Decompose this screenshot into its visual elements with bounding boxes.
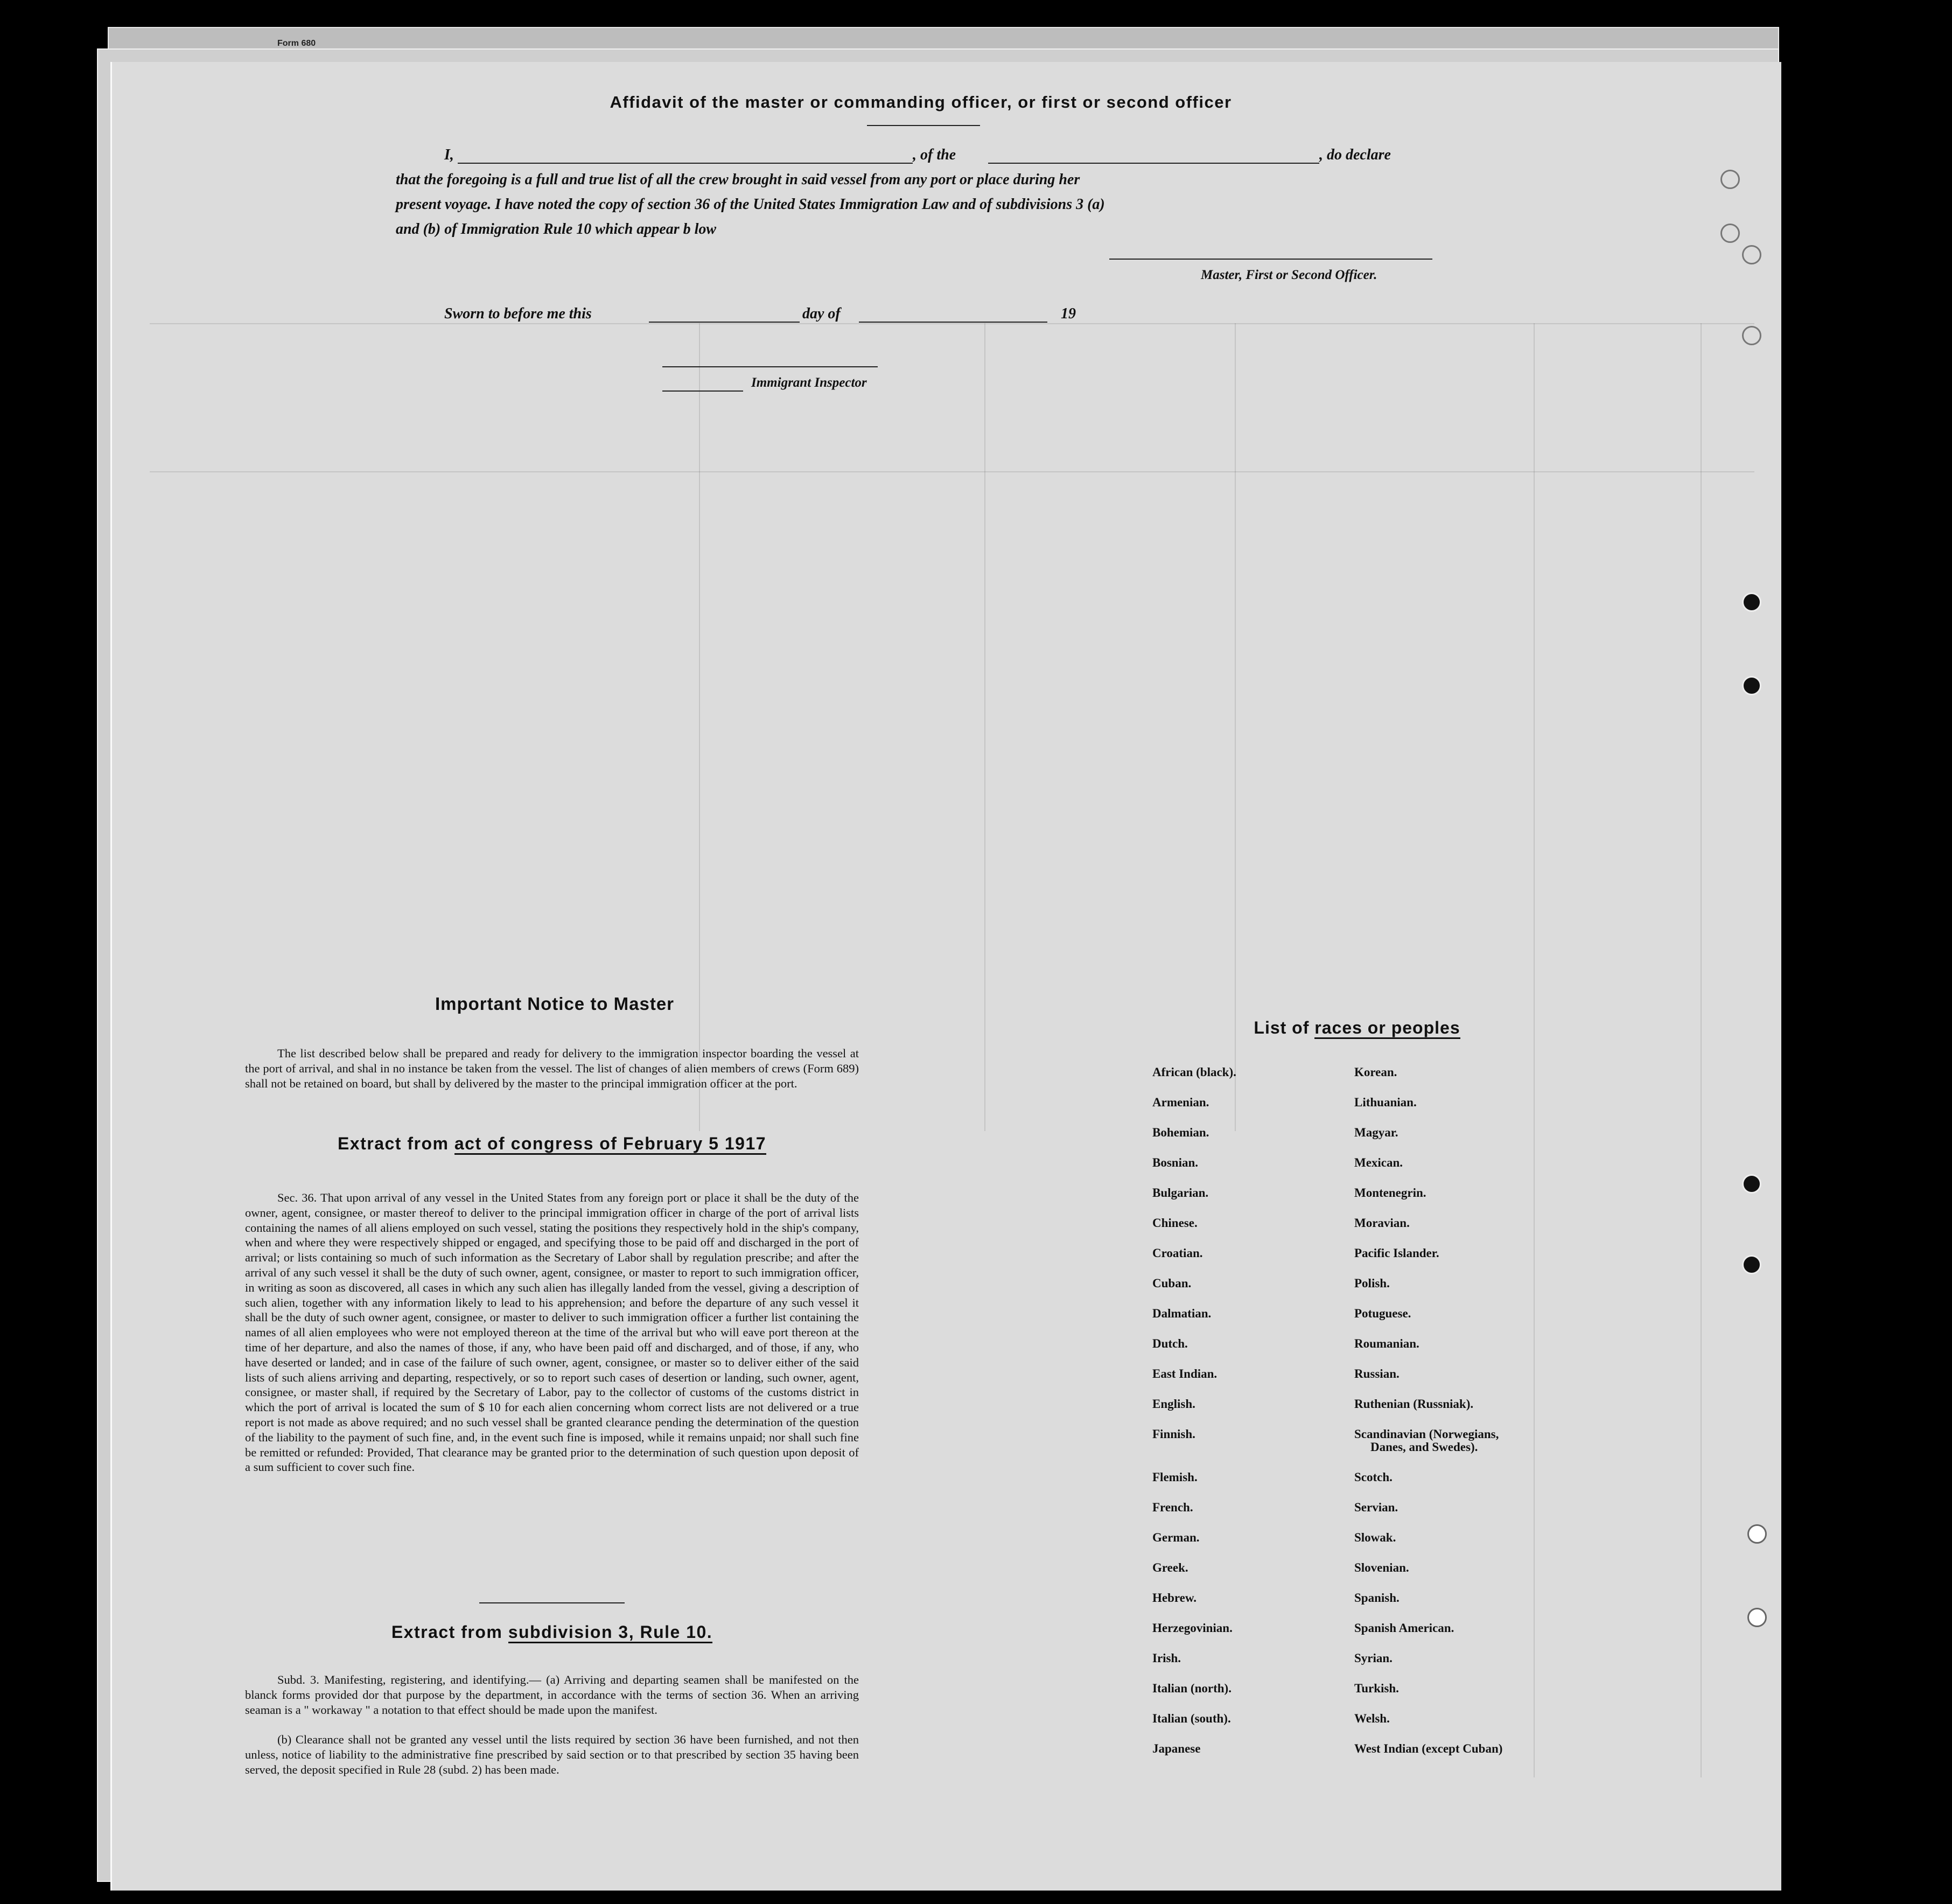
punch-hole [1742, 1174, 1761, 1194]
race-item: Potuguese. [1354, 1307, 1411, 1320]
affidavit-line-3: present voyage. I have noted the copy of section 36 of the United States Immigration Law and of subdivisions 3 (a) [396, 196, 1105, 213]
affidavit-title: Affidavit of the master or commanding officer, or first or second officer [610, 93, 1232, 111]
inspector-line-2 [662, 390, 743, 392]
race-item: Polish. [1354, 1277, 1390, 1290]
sworn-month-blank [859, 322, 1047, 323]
races-title-prefix: List of [1254, 1018, 1310, 1037]
extract-rule-body-a: Subd. 3. Manifesting, registering, and identifying.— (a) Arriving and departing seamen shall be manifested on the blanck forms provided dor that purpose by the department, in accordance with the terms of section 36. When an arriving seaman is a " workaway " a notation to that effect should be made upon the manifest. [245, 1673, 859, 1717]
extract-rule-body-b: (b) Clearance shall not be granted any vessel until the lists required by section 36 have been furnished, and not then unless, notice of liability to the administrative fine prescribed by said section or to that prescribed by section 35 having been served, the deposit specified in Rule 28 (subd. 2) has been made. [245, 1733, 859, 1776]
race-item: Magyar. [1354, 1126, 1398, 1139]
form-number: Form 680 [277, 39, 316, 48]
race-item: Scandinavian (Norwegians, [1354, 1427, 1499, 1441]
extract-act-body: Sec. 36. That upon arrival of any vessel in the United States from any foreign port or place it shall be the duty of the owner, agent, consignee, or master thereof to deliver to the principal immigration officer in charge of the port of arrival lists containing the names of all aliens employed on such vessel, stating the positions they respectively hold in the ship's company, when and where they were respectively shipped or engaged, and specifying those to be paid off and discharged in the port of arrival; or lists containing so much of such information as the Secretary of Labor shall by regulation prescribe; and after the arrival of any such vessel it shall be the duty of such owner, agent, consignee, or master to report to such immigration officer, in writing as soon as discovered, all cases in which any such alien has illegally landed from the vessel, giving a description of such alien, together with any information likely to lead to his apprehension; and before the departure of any such vessel it shall be the duty of such owner agent, consignee, or master to deliver to such immigration officer a further list containing the names of all alien employees who were not employed thereon at the time of the arrival but who will eave port thereon at the time of her departure, and also the names of those, if any, who have been paid off and discharged, and of those, if any, who have deserted or landed; and in case of the failure of such owner, agent, consignee, or master so to deliver either of the said lists of such aliens arriving and departing, respectively, or so to report such cases of desertion or landing, such owner, agent, consignee, or master shall, if required by the Secretary of Labor, pay to the collector of customs of the customs district in which the port of arrival is located the sum of $ 10 for each alien concerning whom correct lists are not delivered or a true report is not made as above required; and no such vessel shall be granted clearance pending the determination of the question of the liability to the payment of such fine, and, in the event such fine is imposed, while it remains unpaid; nor shall such fine be remitted or refunded: Provided, That clearance may be granted prior to the determination of such question upon deposit of a sum sufficient to cover such fine. [245, 1191, 859, 1474]
punch-hole [1720, 170, 1740, 189]
inspector-line-1 [662, 366, 878, 367]
race-item: Syrian. [1354, 1651, 1393, 1665]
race-item: Turkish. [1354, 1682, 1399, 1695]
sworn-prefix: Sworn to before me this [444, 305, 592, 322]
punch-hole [1720, 224, 1740, 243]
extract-act-title [245, 1134, 859, 1154]
race-item: Chinese. [1152, 1216, 1198, 1230]
document-page [110, 62, 1781, 1891]
signature-label: Master, First or Second Officer. [1201, 268, 1377, 282]
race-item: Welsh. [1354, 1712, 1390, 1725]
signature-line [1109, 259, 1432, 260]
extract-rule-underlined: subdivision 3, Rule 10. [508, 1622, 712, 1643]
race-item: Greek. [1152, 1561, 1188, 1574]
punch-hole [1742, 326, 1761, 345]
race-item: Slovenian. [1354, 1561, 1409, 1574]
sworn-day-of: day of [802, 305, 841, 322]
race-item: Scotch. [1354, 1470, 1393, 1484]
race-item: Finnish. [1152, 1427, 1195, 1441]
race-item: Croatian. [1152, 1246, 1203, 1260]
race-item: Italian (north). [1152, 1682, 1232, 1695]
race-item: Spanish. [1354, 1591, 1400, 1605]
punch-hole [1742, 245, 1761, 264]
notice-title: Important Notice to Master [435, 994, 675, 1014]
races-title [1185, 1018, 1529, 1038]
race-item: Pacific Islander. [1354, 1246, 1439, 1260]
race-item: Korean. [1354, 1065, 1397, 1079]
extract-rule-prefix: Extract from [391, 1622, 503, 1642]
race-item: Montenegrin. [1354, 1186, 1426, 1199]
race-item: East Indian. [1152, 1367, 1218, 1380]
race-item: Servian. [1354, 1501, 1398, 1514]
punch-hole [1747, 1608, 1767, 1627]
race-item: English. [1152, 1397, 1195, 1411]
name-blank [458, 163, 913, 164]
affidavit-i: I, [444, 147, 454, 163]
race-item: Dalmatian. [1152, 1307, 1212, 1320]
race-item: Ruthenian (Russniak). [1354, 1397, 1474, 1411]
punch-hole [1747, 1524, 1767, 1544]
bleed-rule [1534, 323, 1535, 1777]
race-item: Hebrew. [1152, 1591, 1197, 1605]
race-item: Bosnian. [1152, 1156, 1199, 1169]
extract-rule-title [245, 1622, 859, 1642]
affidavit-line-4: and (b) of Immigration Rule 10 which appear b low [396, 221, 717, 238]
extract-act-underlined: act of congress of February 5 1917 [454, 1134, 766, 1155]
race-item: Roumanian. [1354, 1337, 1419, 1350]
race-item: Bulgarian. [1152, 1186, 1209, 1199]
race-item: Armenian. [1152, 1096, 1209, 1109]
race-item: Lithuanian. [1354, 1096, 1417, 1109]
punch-hole [1742, 676, 1761, 695]
race-item: Japanese [1152, 1742, 1201, 1755]
race-item: Bohemian. [1152, 1126, 1209, 1139]
affidavit-line-2: that the foregoing is a full and true list of all the crew brought in said vessel from any port or place during her [396, 171, 1080, 188]
punch-hole [1742, 592, 1761, 612]
bleed-rule [984, 323, 985, 1131]
race-item: Cuban. [1152, 1277, 1192, 1290]
bleed-rule [150, 323, 1754, 324]
race-item: German. [1152, 1531, 1200, 1544]
race-item: Italian (south). [1152, 1712, 1231, 1725]
sworn-year: 19 [1061, 305, 1076, 322]
inspector-label: Immigrant Inspector [751, 375, 867, 390]
affidavit-of-the: , of the [913, 147, 956, 163]
bleed-rule [150, 471, 1754, 472]
race-item: Herzegovinian. [1152, 1621, 1233, 1635]
races-title-underlined: races or peoples [1314, 1018, 1460, 1039]
race-item: African (black). [1152, 1065, 1236, 1079]
race-item-continued: Danes, and Swedes). [1370, 1440, 1478, 1454]
race-item: Dutch. [1152, 1337, 1188, 1350]
title-underline [867, 125, 980, 126]
race-item: Moravian. [1354, 1216, 1410, 1230]
notice-body: The list described below shall be prepared and ready for delivery to the immigration inspector boarding the vessel at the port of arrival, and shal in no instance be taken from the vessel. The list of changes of alien members of crews (Form 689) shall not be retained on board, but shall by delivered by the master to the principal immigration officer at the port. [245, 1047, 859, 1090]
race-item: Slowak. [1354, 1531, 1396, 1544]
punch-hole [1742, 1255, 1761, 1274]
race-item: Spanish American. [1354, 1621, 1454, 1635]
affidavit-do-declare: , do declare [1319, 147, 1391, 163]
race-item: French. [1152, 1501, 1193, 1514]
bleed-rule [1701, 323, 1702, 1777]
race-item: West Indian (except Cuban) [1354, 1742, 1503, 1755]
race-item: Russian. [1354, 1367, 1400, 1380]
sworn-day-blank [649, 322, 800, 323]
vessel-blank [988, 163, 1319, 164]
extract-act-prefix: Extract from [337, 1134, 449, 1153]
race-item: Irish. [1152, 1651, 1181, 1665]
race-item: Flemish. [1152, 1470, 1198, 1484]
section-divider [479, 1602, 625, 1603]
race-item: Mexican. [1354, 1156, 1403, 1169]
bleed-rule [1235, 323, 1236, 1131]
